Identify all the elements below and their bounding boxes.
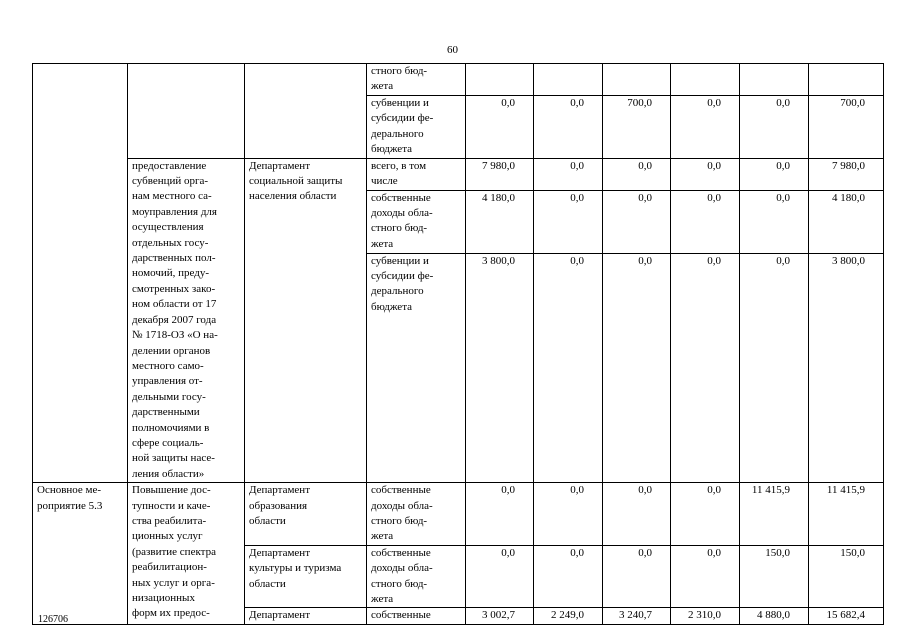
amount-cell: 11 415,9 <box>809 483 884 546</box>
amount-cell: 0,0 <box>740 190 809 253</box>
amount-cell: 0,0 <box>671 545 740 608</box>
page-number: 60 <box>447 44 458 56</box>
amount-cell: 3 240,7 <box>603 608 671 625</box>
amount-cell <box>809 64 884 96</box>
executor-cell: Департамент образования области <box>245 483 367 546</box>
amount-cell: 7 980,0 <box>466 158 534 190</box>
amount-cell: 0,0 <box>671 158 740 190</box>
executor-cell: Департамент социальной защиты населения области <box>245 158 367 483</box>
amount-cell: 0,0 <box>534 253 603 482</box>
amount-cell: 0,0 <box>603 253 671 482</box>
table-row <box>33 483 884 546</box>
amount-cell: 0,0 <box>466 483 534 546</box>
amount-cell: 15 682,4 <box>809 608 884 625</box>
amount-cell: 0,0 <box>534 545 603 608</box>
amount-cell: 4 880,0 <box>740 608 809 625</box>
amount-cell: 150,0 <box>809 545 884 608</box>
amount-cell <box>603 64 671 96</box>
funding-source-cell: собственные доходы обла- стного бюд- жета <box>367 190 466 253</box>
measure-cell: Повышение дос- тупности и каче- ства реабилита- ционных услуг (развитие спектра реабилитацион- ных услуг и орга- низационных форм их предос- <box>128 483 245 625</box>
amount-cell: 700,0 <box>809 96 884 159</box>
measure-cell <box>128 64 245 159</box>
executor-cell: Департамент культуры и туризма области <box>245 545 367 608</box>
amount-cell: 0,0 <box>534 483 603 546</box>
funding-source-cell: всего, в том числе <box>367 158 466 190</box>
table-row <box>33 64 884 96</box>
program-cell: Основное ме- роприятие 5.3 <box>33 483 128 625</box>
amount-cell: 150,0 <box>740 545 809 608</box>
amount-cell: 2 249,0 <box>534 608 603 625</box>
amount-cell: 0,0 <box>740 96 809 159</box>
amount-cell: 4 180,0 <box>466 190 534 253</box>
program-cell <box>33 64 128 483</box>
funding-source-cell: собственные доходы обла- стного бюд- жета <box>367 545 466 608</box>
table-row <box>33 158 884 190</box>
amount-cell: 0,0 <box>671 190 740 253</box>
funding-source-cell: собственные <box>367 608 466 625</box>
amount-cell: 0,0 <box>740 158 809 190</box>
executor-cell <box>245 64 367 159</box>
amount-cell: 700,0 <box>603 96 671 159</box>
amount-cell: 7 980,0 <box>809 158 884 190</box>
amount-cell: 0,0 <box>534 190 603 253</box>
amount-cell: 0,0 <box>603 158 671 190</box>
footer-code: 126706 <box>38 614 68 625</box>
amount-cell <box>534 64 603 96</box>
funding-source-cell: субвенции и субсидии фе- дерального бюджета <box>367 253 466 482</box>
amount-cell: 0,0 <box>466 96 534 159</box>
amount-cell: 3 800,0 <box>466 253 534 482</box>
amount-cell: 0,0 <box>603 545 671 608</box>
funding-source-cell: собственные доходы обла- стного бюд- жета <box>367 483 466 546</box>
amount-cell: 3 002,7 <box>466 608 534 625</box>
amount-cell: 0,0 <box>534 96 603 159</box>
amount-cell: 0,0 <box>534 158 603 190</box>
amount-cell: 0,0 <box>740 253 809 482</box>
funding-source-cell: стного бюд- жета <box>367 64 466 96</box>
amount-cell: 3 800,0 <box>809 253 884 482</box>
executor-cell: Департамент <box>245 608 367 625</box>
amount-cell: 0,0 <box>466 545 534 608</box>
amount-cell: 0,0 <box>603 190 671 253</box>
amount-cell <box>671 64 740 96</box>
measure-cell: предоставление субвенций орга- нам местного са- моуправления для осуществления отдельных госу- дарственных пол- номочий, преду- смотренных зако- ном области от 17 декабря 2007 года № 1718-ОЗ «О на- делении органов местного само- управления от- дельными госу- дарственными полномочиями в сфере социаль- ной защиты насе- ления области» <box>128 158 245 483</box>
funding-source-cell: субвенции и субсидии фе- дерального бюджета <box>367 96 466 159</box>
budget-table <box>32 63 884 625</box>
amount-cell: 4 180,0 <box>809 190 884 253</box>
amount-cell <box>740 64 809 96</box>
amount-cell: 0,0 <box>603 483 671 546</box>
amount-cell: 0,0 <box>671 483 740 546</box>
amount-cell: 2 310,0 <box>671 608 740 625</box>
amount-cell: 0,0 <box>671 96 740 159</box>
amount-cell: 0,0 <box>671 253 740 482</box>
amount-cell <box>466 64 534 96</box>
amount-cell: 11 415,9 <box>740 483 809 546</box>
